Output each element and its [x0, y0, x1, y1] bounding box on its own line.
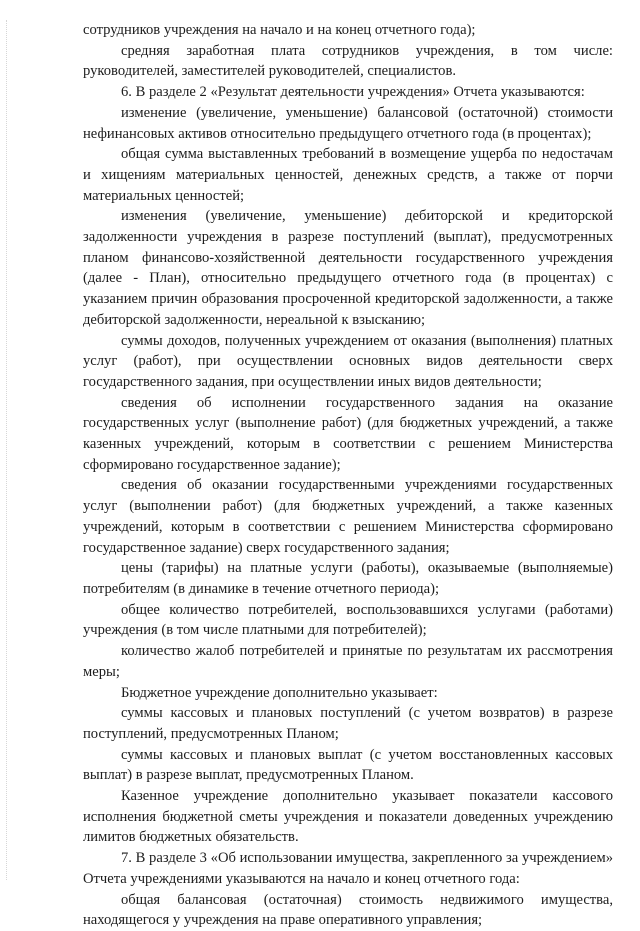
paragraph: суммы доходов, полученных учреждением от оказания (выполнения) платных услуг (работ), при осуществлении основных видов деятельности сверх государственного задания, при осуществлении иных видов деятельности;: [83, 332, 613, 390]
paragraph: общая сумма выставленных требований в возмещение ущерба по недостачам и хищениям материальных ценностей, денежных средств, а также от порчи материальных ценностей;: [83, 146, 613, 204]
paragraph: общее количество потребителей, воспользовавшихся услугами (работами) учреждения (в том числе платными для потребителей);: [83, 601, 613, 639]
paragraph: изменение (увеличение, уменьшение) балансовой (остаточной) стоимости нефинансовых активов относительно предыдущего отчетного года (в процентах);: [83, 104, 613, 142]
paragraph: изменения (увеличение, уменьшение) дебиторской и кредиторской задолженности учреждения в разрезе поступлений (выплат), предусмотренных планом финансово-хозяйственной деятельности государственного учреждения (далее - План), относительно предыдущего отчетного года (в процентах) с указанием причин образования просроченной кредиторской задолженности, а также дебиторской задолженности, нереальной к взысканию;: [83, 208, 613, 328]
section-heading-paragraph: 6. В разделе 2 «Результат деятельности учреждения» Отчета указываются:: [121, 84, 585, 101]
paragraph: сведения об оказании государственными учреждениями государственных услуг (выполнении работ) (для бюджетных учреждений, а также казенных учреждений, которым в соответствии с решением Министерства сформировано государственное задание) сверх государственного задания;: [83, 477, 613, 556]
paragraph: Казенное учреждение дополнительно указывает показатели кассового исполнения бюджетной сметы учреждения и показатели доведенных учреждению лимитов бюджетных обязательств.: [83, 788, 613, 846]
section-heading-paragraph: 7. В разделе 3 «Об использовании имущества, закрепленного за учреждением» Отчета учреждениями указываются на начало и конец отчетного года:: [83, 850, 613, 887]
document-text: [83, 20, 613, 931]
paragraph: сотрудников учреждения на начало и на конец отчетного года);: [83, 22, 476, 38]
paragraph: сведения об исполнении государственного задания на оказание государственных услуг (выполнение работ) (для бюджетных учреждений, а также казенных учреждений, которым в соответствии с решением Министерства сформировано государственное задание);: [83, 394, 613, 473]
paragraph: количество жалоб потребителей и принятые по результатам их рассмотрения меры;: [83, 643, 613, 680]
paragraph: суммы кассовых и плановых поступлений (с учетом возвратов) в разрезе поступлений, предусмотренных Планом;: [83, 705, 613, 742]
paragraph: общая балансовая (остаточная) стоимость недвижимого имущества, находящегося у учреждения на праве оперативного управления;: [83, 891, 613, 929]
paragraph: цены (тарифы) на платные услуги (работы), оказываемые (выполняемые) потребителям (в динамике в течение отчетного периода);: [83, 560, 613, 597]
paragraph: суммы кассовых и плановых выплат (с учетом восстановленных кассовых выплат) в разрезе выплат, предусмотренных Планом.: [83, 746, 613, 784]
paragraph: средняя заработная плата сотрудников учреждения, в том числе: руководителей, заместителей руководителей, специалистов.: [83, 42, 613, 80]
scan-margin-marks: [6, 20, 11, 880]
paragraph: Бюджетное учреждение дополнительно указывает:: [121, 684, 438, 701]
